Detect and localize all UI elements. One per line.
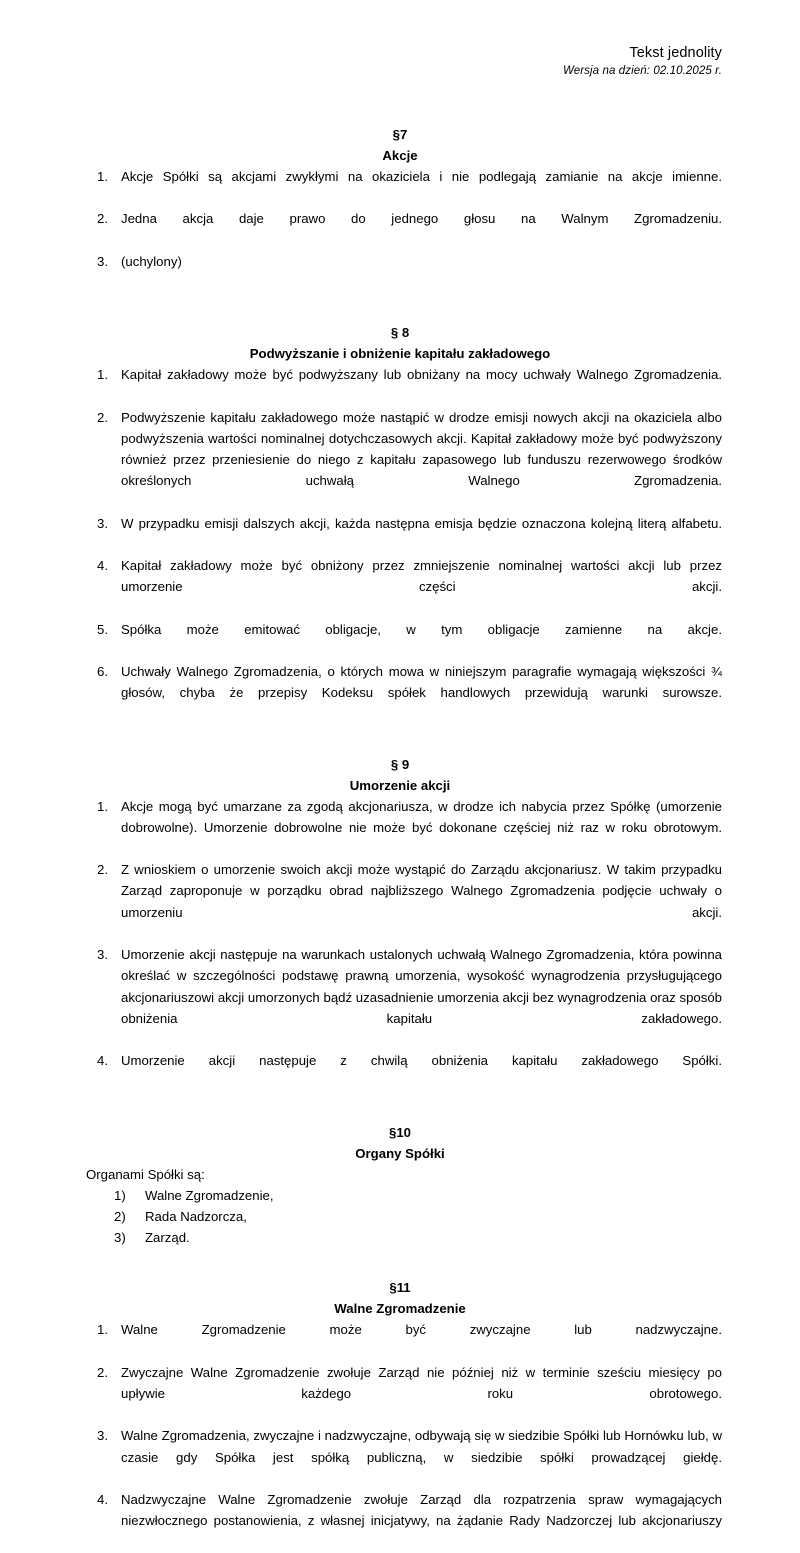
list-item (78, 364, 722, 406)
list-marker: 3. (97, 515, 108, 531)
list-marker: 1) (114, 1187, 126, 1203)
list-item-text: Umorzenie akcji następuje z chwilą obniżenia kapitału zakładowego Spółki. (121, 1053, 722, 1069)
list-item (78, 1206, 722, 1227)
section-8 (78, 322, 722, 724)
section-11 (78, 1277, 722, 1552)
section-spacer (78, 301, 722, 322)
section-10 (78, 1122, 722, 1249)
list-marker: 1. (97, 798, 108, 814)
list-item (78, 1489, 722, 1553)
section-spacer (78, 1256, 722, 1277)
section-7-number: §7 (392, 127, 408, 142)
list-item-text: Walne Zgromadzenie, (145, 1187, 274, 1203)
section-10-intro: Organami Spółki są: (86, 1166, 205, 1182)
list-item (78, 859, 722, 944)
list-item-text: Nadzwyczajne Walne Zgromadzenie zwołuje Zarząd dla rozpatrzenia spraw wymagających niezwłocznego postanowienia, z własnej inicjatywy, na żądanie Rady Nadzorczej lub akcjonariuszy (121, 1491, 722, 1529)
section-7 (78, 124, 722, 293)
list-item-text: Walne Zgromadzenia, zwyczajne i nadzwyczajne, odbywają się w siedzibie Spółki lub Hornówku lub, w czasie gdy Spółka jest spółką publiczną, w siedzibie spółki prowadzącej giełdę. (121, 1428, 722, 1465)
list-marker: 4. (97, 1053, 108, 1069)
list-item (78, 251, 722, 293)
section-9-list (78, 796, 722, 1093)
list-item-text: Kapitał zakładowy może być obniżony przez zmniejszenie nominalnej wartości akcji lub przez umorzenie części akcji. (121, 558, 722, 595)
list-item-text: Uchwały Walnego Zgromadzenia, o których mowa w niniejszym paragrafie wymagają większości ¾ głosów, chyba że przepisy Kodeksu spółek handlowych przewidują warunki surowsze. (121, 664, 722, 701)
section-8-number: § 8 (390, 325, 410, 341)
list-item-text: Rada Nadzorcza, (145, 1208, 247, 1224)
list-item-text: Zarząd. (145, 1230, 190, 1246)
list-marker: 2. (97, 862, 108, 878)
list-marker: 4. (97, 1491, 108, 1507)
list-item-text: W przypadku emisji dalszych akcji, każda następna emisja będzie oznaczona kolejną literą alfabetu. (121, 515, 722, 531)
list-item (78, 944, 722, 1050)
list-item-text: (uchylony) (121, 253, 182, 269)
list-item (78, 513, 722, 555)
section-10-number: §10 (388, 1124, 411, 1140)
list-item (78, 1425, 722, 1489)
list-item-text: Akcje Spółki są akcjami zwykłymi na okaziciela i nie podlegają zamianie na akcje imienne. (121, 169, 722, 184)
list-item-text: Podwyższenie kapitału zakładowego może nastąpić w drodze emisji nowych akcji na okaziciela albo podwyższenia wartości nominalnej dotychczasowych akcji. Kapitał zakładowy może być podwyższony również przez przeniesienie do niego z kapitału zapasowego lub funduszu rezerwowego środków określonych uchwałą Walnego Zgromadzenia. (121, 409, 722, 489)
document-header (78, 44, 722, 80)
list-item (78, 1185, 722, 1206)
list-item (78, 1050, 722, 1092)
list-marker: 6. (97, 664, 108, 680)
list-marker: 2) (114, 1208, 126, 1224)
list-item (78, 1319, 722, 1361)
section-9-number: § 9 (390, 756, 410, 772)
list-marker: 1. (97, 367, 108, 383)
section-9-title: Umorzenie akcji (349, 777, 451, 793)
list-marker: 3. (97, 253, 108, 269)
list-marker: 1. (97, 1322, 108, 1338)
list-item (78, 555, 722, 619)
list-marker: 2. (97, 1364, 108, 1380)
list-item-text: Z wnioskiem o umorzenie swoich akcji może wystąpić do Zarządu akcjonariusz. W takim przypadku Zarząd zaproponuje w porządku obrad najbliższego Walnego Zgromadzenia podjęcie uchwały o umorzeniu akcji. (121, 862, 722, 920)
list-item (78, 619, 722, 661)
list-item-text: Umorzenie akcji następuje na warunkach ustalonych uchwałą Walnego Zgromadzenia, która powinna określać w szczególności podstawę prawną umorzenia, wysokość wynagrodzenia przysługującego akcjonariuszowi akcji umorzonych bądź uzasadnienie umorzenia akcji bez wynagrodzenia oraz sposób obniżenia kapitału zakładowego. (121, 947, 722, 1026)
section-11-number: §11 (389, 1280, 411, 1296)
section-spacer (78, 733, 722, 754)
list-item (78, 1362, 722, 1426)
list-item (78, 796, 722, 860)
list-marker: 5. (97, 621, 108, 637)
section-11-title: Walne Zgromadzenie (334, 1301, 466, 1317)
list-marker: 2. (97, 409, 108, 425)
list-item (78, 208, 722, 250)
list-marker: 3. (97, 1428, 108, 1444)
section-8-list (78, 364, 722, 724)
list-item-text: Spółka może emitować obligacje, w tym obligacje zamienne na akcje. (121, 621, 722, 637)
list-item (78, 1227, 722, 1248)
section-9 (78, 754, 722, 1093)
list-marker: 4. (97, 558, 108, 574)
document-title: Tekst jednolity (629, 45, 722, 61)
section-7-list (78, 166, 722, 293)
document-version-date: Wersja na dzień: 02.10.2025 r. (563, 65, 722, 77)
section-7-title: Akcje (382, 148, 418, 163)
list-item (78, 407, 722, 513)
list-item-text: Zwyczajne Walne Zgromadzenie zwołuje Zarząd nie później niż w terminie sześciu miesięcy po upływie każdego roku obrotowego. (121, 1364, 722, 1401)
list-item-text: Walne Zgromadzenie może być zwyczajne lub nadzwyczajne. (121, 1322, 722, 1338)
list-item-text: Jedna akcja daje prawo do jednego głosu na Walnym Zgromadzeniu. (121, 211, 722, 227)
section-10-sublist (78, 1185, 722, 1249)
list-marker: 2. (97, 211, 108, 227)
section-11-list (78, 1319, 722, 1552)
section-spacer (78, 1101, 722, 1122)
section-10-title: Organy Spółki (355, 1145, 445, 1161)
list-item-text: Akcje mogą być umarzane za zgodą akcjonariusza, w drodze ich nabycia przez Spółkę (umorzenie dobrowolne). Umorzenie dobrowolne nie może być dokonane częściej niż raz w roku obrotowym. (121, 798, 722, 835)
list-item (78, 661, 722, 725)
list-item (78, 166, 722, 208)
section-8-title: Podwyższanie i obniżenie kapitału zakładowego (249, 346, 551, 362)
list-marker: 3) (114, 1230, 126, 1246)
list-marker: 3. (97, 947, 108, 963)
list-marker: 1. (97, 169, 108, 184)
list-item-text: Kapitał zakładowy może być podwyższany lub obniżany na mocy uchwały Walnego Zgromadzenia. (121, 367, 722, 383)
